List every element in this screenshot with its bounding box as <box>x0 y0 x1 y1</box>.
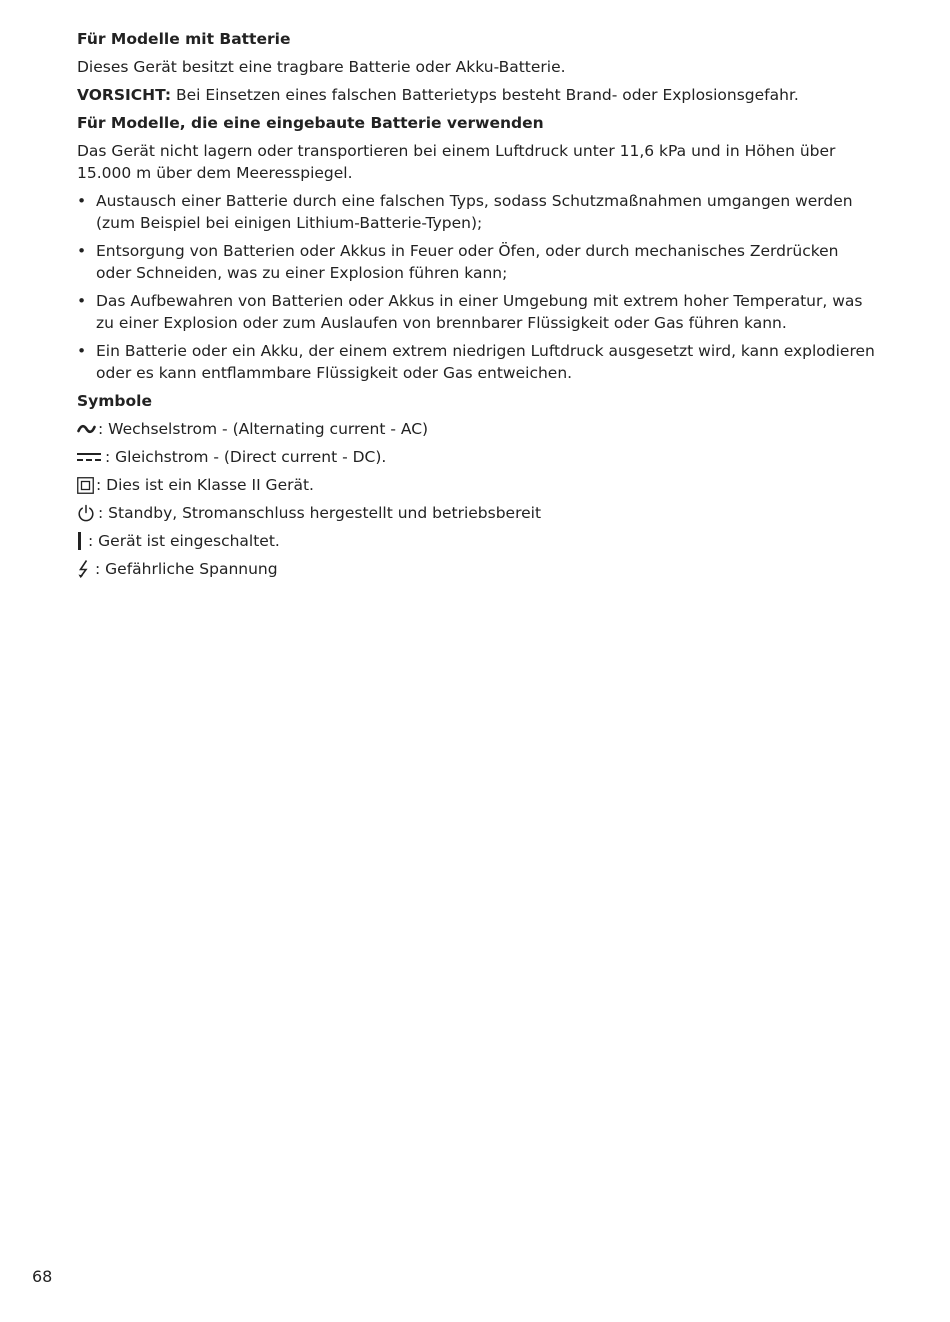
paragraph-eingebaut: Das Gerät nicht lagern oder transportieren bei einem Luftdruck unter 11,6 kPa und in Höhen über 15.000 m über dem Meeresspiegel. <box>77 142 836 182</box>
symbol-label: : Gefährliche Spannung <box>95 560 278 578</box>
standby-power-icon <box>77 504 95 522</box>
symbol-row-power-on <box>77 530 877 552</box>
list-item-text: Austausch einer Batterie durch eine falschen Typs, sodass Schutzmaßnahmen umgangen werden (zum Beispiel bei einigen Lithium-Batterie-Typen); <box>96 192 853 232</box>
page-content <box>77 28 877 586</box>
class-ii-icon <box>77 477 94 494</box>
symbol-label: : Standby, Stromanschluss hergestellt und betriebsbereit <box>98 504 542 522</box>
bullet-list <box>77 190 877 384</box>
symbol-label: : Wechselstrom - (Alternating current - AC) <box>98 420 429 438</box>
symbol-label: : Dies ist ein Klasse II Gerät. <box>96 476 314 494</box>
list-item-text: Ein Batterie oder ein Akku, der einem extrem niedrigen Luftdruck ausgesetzt wird, kann explodieren oder es kann entflammbare Flüssigkeit oder Gas entweichen. <box>96 342 875 382</box>
symbol-row-dc <box>77 446 877 468</box>
bullet-dot: • <box>77 342 87 360</box>
ac-tilde-icon <box>77 423 96 435</box>
symbol-row-standby <box>77 502 877 524</box>
symbol-label: : Gleichstrom - (Direct current - DC). <box>105 448 387 466</box>
bullet-dot: • <box>77 192 87 210</box>
power-on-bar-icon <box>77 532 82 550</box>
dc-icon <box>77 451 101 463</box>
paragraph-batterie: Dieses Gerät besitzt eine tragbare Batterie oder Akku-Batterie. <box>77 58 566 76</box>
section-heading-eingebaut: Für Modelle, die eine eingebaute Batterie verwenden <box>77 114 544 132</box>
bullet-dot: • <box>77 292 87 310</box>
caution-label: VORSICHT: <box>77 86 172 104</box>
symbol-row-ac <box>77 418 877 440</box>
list-item <box>77 290 877 334</box>
lightning-icon <box>77 560 91 579</box>
symbol-row-class-ii <box>77 474 877 496</box>
section-heading-symbole: Symbole <box>77 392 152 410</box>
list-item <box>77 190 877 234</box>
list-item <box>77 240 877 284</box>
caution-paragraph <box>77 84 877 106</box>
symbol-label: : Gerät ist eingeschaltet. <box>88 532 280 550</box>
list-item-text: Das Aufbewahren von Batterien oder Akkus in einer Umgebung mit extrem hoher Temperatur, was zu einer Explosion oder zum Auslaufen von brennbarer Flüssigkeit oder Gas führen kann. <box>96 292 863 332</box>
bullet-dot: • <box>77 242 87 260</box>
list-item-text: Entsorgung von Batterien oder Akkus in Feuer oder Öfen, oder durch mechanisches Zerdrücken oder Schneiden, was zu einer Explosion führen kann; <box>96 242 839 282</box>
symbol-row-voltage <box>77 558 877 580</box>
section-heading-batterie: Für Modelle mit Batterie <box>77 30 291 48</box>
page-number: 68 <box>32 1267 53 1286</box>
list-item <box>77 340 877 384</box>
caution-text: Bei Einsetzen eines falschen Batterietyps besteht Brand- oder Explosionsgefahr. <box>171 86 799 104</box>
